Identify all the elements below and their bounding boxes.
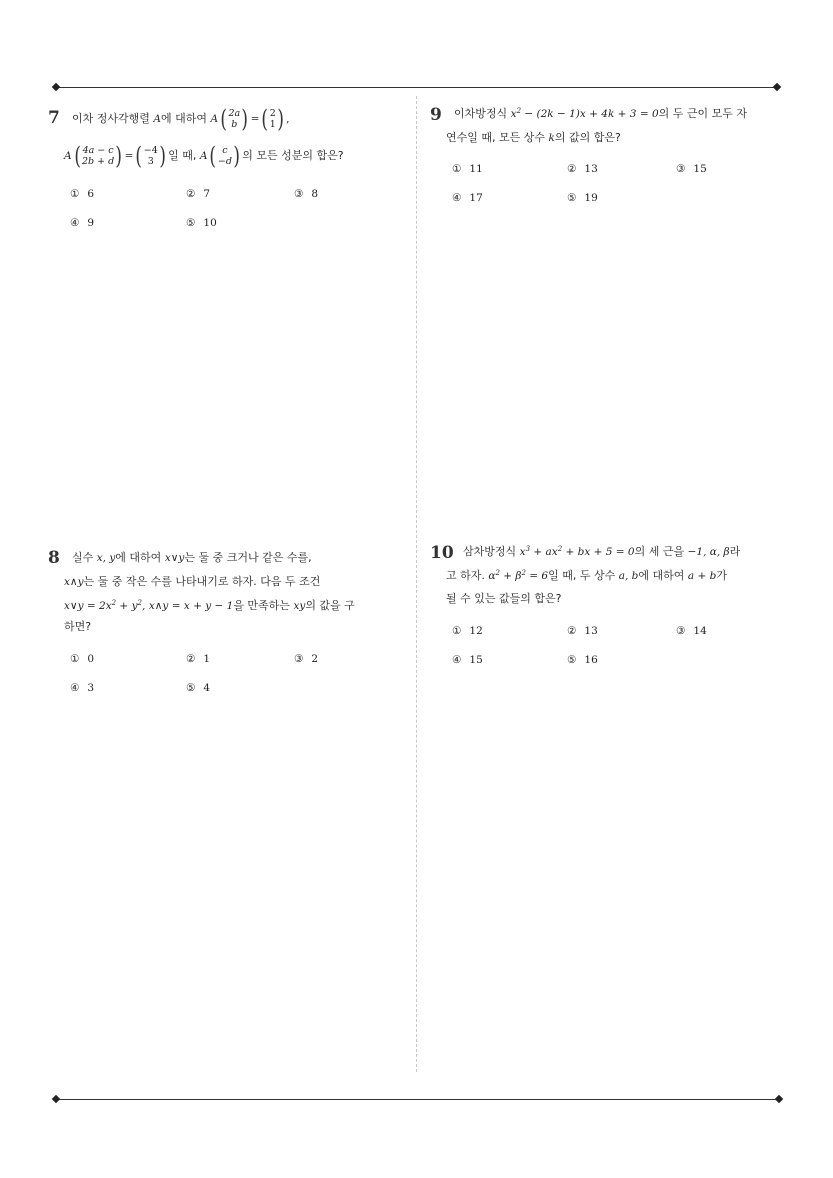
question-line-2: A ( 4a − c 2b + d ) = ( −4 3 ) 일 때, A ( c −d ) 의 모든 성분의 합은? [64,142,344,170]
choice-3[interactable]: ③ 15 [676,163,707,175]
choice-1[interactable]: ① 6 [70,188,95,200]
choice-1[interactable]: ① 12 [452,625,483,637]
choice-4[interactable]: ④ 3 [70,682,95,694]
choice-2[interactable]: ② 13 [567,163,598,175]
choice-3[interactable]: ③ 2 [294,653,319,665]
bottom-rule-right-diamond [775,1095,783,1103]
top-rule-right-diamond [773,83,781,91]
question-line-2: 고 하자. $\alpha^2 + \beta^2 = 6$일 때, 두 상수 a, b에 대하여 a + b가 [446,569,728,582]
choice-3[interactable]: ③ 8 [294,188,319,200]
top-rule-left-diamond [52,83,60,91]
choice-4[interactable]: ④ 15 [452,654,483,666]
bottom-rule-left-diamond [52,1095,60,1103]
question-number: 10 [430,543,454,563]
question-line-1: 이차 정사각행렬 A에 대하여 A ( 2a b ) = ( 2 1 ) , [72,105,290,133]
choice-5[interactable]: ⑤ 16 [567,654,598,666]
column-divider [416,96,417,1072]
question-number: 9 [430,105,442,125]
top-rule [56,87,777,88]
choice-5[interactable]: ⑤ 4 [186,682,211,694]
question-number: 7 [48,108,60,128]
choice-4[interactable]: ④ 17 [452,192,483,204]
vector-c-negd: ( c −d ) [209,142,240,170]
choice-5[interactable]: ⑤ 19 [567,192,598,204]
question-line-3: 될 수 있는 값들의 합은? [446,592,562,605]
vector-4a-c-2b-d: ( 4a − c 2b + d ) [74,142,123,170]
vector-2a-b: ( 2a b ) [220,105,249,133]
choice-3[interactable]: ③ 14 [676,625,707,637]
question-line-3: x∨y = $2x^2 + y^2$, x∧y = x + y − 1을 만족하는 xy의 값을 구 [64,599,355,612]
bottom-rule [56,1099,779,1100]
question-line-2: 연수일 때, 모든 상수 k의 값의 합은? [446,131,621,144]
choice-2[interactable]: ② 7 [186,188,211,200]
vector-2-1: ( 2 1 ) [261,105,284,133]
choice-4[interactable]: ④ 9 [70,217,95,229]
choice-2[interactable]: ② 13 [567,625,598,637]
question-line-2: x∧y는 둘 중 작은 수를 나타내기로 하자. 다음 두 조건 [64,575,321,588]
question-line-1: 실수 x, y에 대하여 x∨y는 둘 중 크거나 같은 수를, [72,551,312,564]
choice-1[interactable]: ① 11 [452,163,483,175]
choice-5[interactable]: ⑤ 10 [186,217,217,229]
question-line-4: 하면? [64,620,92,633]
vector-neg4-3: ( −4 3 ) [135,142,166,170]
question-line-1: 삼차방정식 $x^3 + ax^2$ + bx + 5 = 0의 세 근을 −1, α, β라 [463,545,741,558]
choice-1[interactable]: ① 0 [70,653,95,665]
choice-2[interactable]: ② 1 [186,653,211,665]
question-line-1: 이차방정식 $x^2 - (2k - 1)x + 4k + 3 = 0$의 두 근이 모두 자 [454,107,748,120]
question-number: 8 [48,548,60,568]
